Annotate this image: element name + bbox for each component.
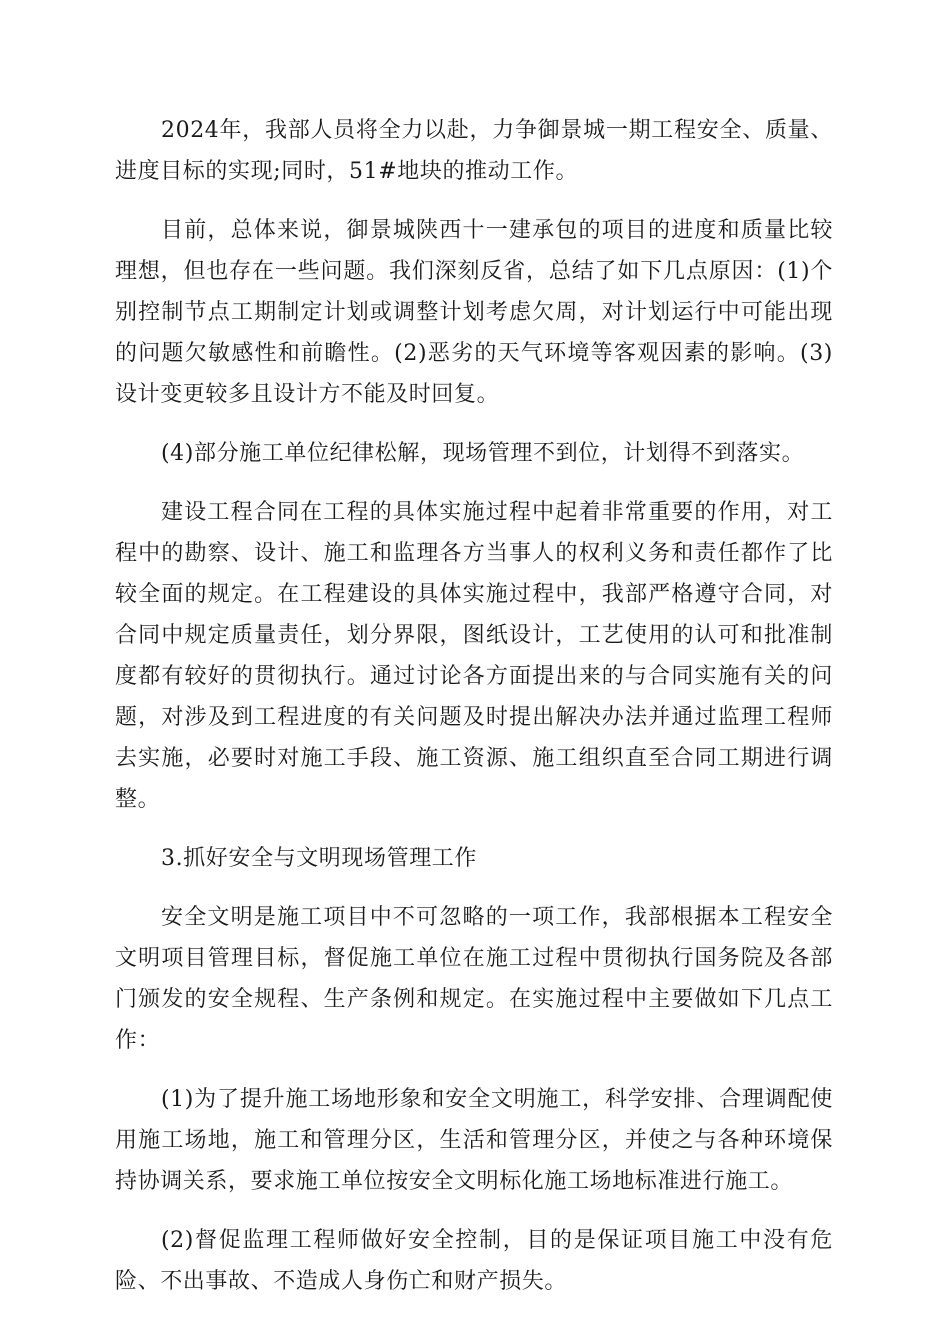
document-body [115,110,833,1320]
paragraph-2: 目前，总体来说，御景城陕西十一建承包的项目的进度和质量比较理想，但也存在一些问题。我们深刻反省，总结了如下几点原因：(1)个别控制节点工期制定计划或调整计划考虑欠周，对计划运行中可能出现的问题欠敏感性和前瞻性。(2)恶劣的天气环境等客观因素的影响。(3)设计变更较多且设计方不能及时回复。 [115,218,833,407]
paragraph-3: (4)部分施工单位纪律松解，现场管理不到位，计划得不到落实。 [161,441,805,466]
paragraph-5: 安全文明是施工项目中不可忽略的一项工作，我部根据本工程安全文明项目管理目标，督促施工单位在施工过程中贯彻执行国务院及各部门颁发的安全规程、生产条例和规定。在实施过程中主要做如下几点工作： [115,905,833,1053]
paragraph-1: 2024年，我部人员将全力以赴，力争御景城一期工程安全、质量、进度目标的实现;同时，51#地块的推动工作。 [115,118,833,184]
paragraph-7: (2)督促监理工程师做好安全控制，目的是保证项目施工中没有危险、不出事故、不造成人身伤亡和财产损失。 [115,1228,833,1294]
section-heading: 3.抓好安全与文明现场管理工作 [161,846,477,871]
paragraph-6: (1)为了提升施工场地形象和安全文明施工，科学安排、合理调配使用施工场地，施工和管理分区，生活和管理分区，并使之与各种环境保持协调关系，要求施工单位按安全文明标化施工场地标准进行施工。 [115,1087,833,1194]
paragraph-4: 建设工程合同在工程的具体实施过程中起着非常重要的作用，对工程中的勘察、设计、施工和监理各方当事人的权利义务和责任都作了比较全面的规定。在工程建设的具体实施过程中，我部严格遵守合同，对合同中规定质量责任，划分界限，图纸设计，工艺使用的认可和批准制度都有较好的贯彻执行。通过讨论各方面提出来的与合同实施有关的问题，对涉及到工程进度的有关问题及时提出解决办法并通过监理工程师去实施，必要时对施工手段、施工资源、施工组织直至合同工期进行调整。 [115,500,833,812]
